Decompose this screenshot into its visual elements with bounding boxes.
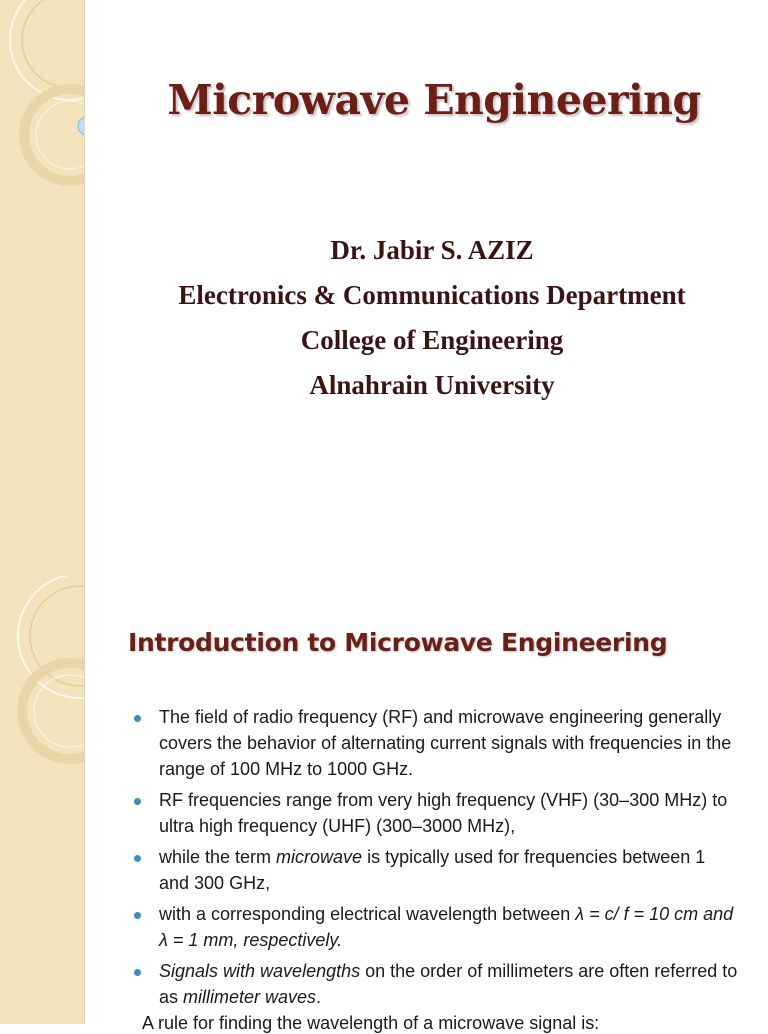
list-item: The field of radio frequency (RF) and microwave engineering generally covers the behavior of alternating current signals with frequencies in the range of 100 MHz to 1000 GHz. (130, 704, 740, 782)
bullet-icon (134, 969, 141, 976)
decorative-side-panel (0, 576, 85, 1024)
cut-off-text: A rule for finding the wavelength of a microwave signal is: (142, 1013, 600, 1033)
author-name: Dr. Jabir S. AZIZ (330, 235, 534, 265)
decorative-circles-icon (0, 0, 84, 576)
section-title: Introduction to Microwave Engineering (128, 628, 668, 657)
decorative-side-panel (0, 0, 85, 576)
bullet-icon (134, 912, 141, 919)
department: Electronics & Communications Department (178, 280, 686, 310)
author-info (100, 228, 764, 408)
bullet-icon (134, 798, 141, 805)
university: Alnahrain University (309, 370, 555, 400)
list-item: with a corresponding electrical wavelength between λ = c/ f = 10 cm and λ = 1 mm, respectively. (130, 901, 740, 953)
bullet-icon (134, 855, 141, 862)
college: College of Engineering (300, 325, 564, 355)
list-item: Signals with wavelengths on the order of millimeters are often referred to as millimeter waves. (130, 958, 740, 1010)
bullet-list (130, 704, 740, 1015)
bullet-icon (134, 715, 141, 722)
list-item: while the term microwave is typically used for frequencies between 1 and 300 GHz, (130, 844, 740, 896)
decorative-circles-icon (0, 576, 84, 1024)
slide-title: Microwave Engineering (167, 76, 701, 124)
list-item: RF frequencies range from very high frequency (VHF) (30–300 MHz) to ultra high frequency (UHF) (300–3000 MHz), (130, 787, 740, 839)
